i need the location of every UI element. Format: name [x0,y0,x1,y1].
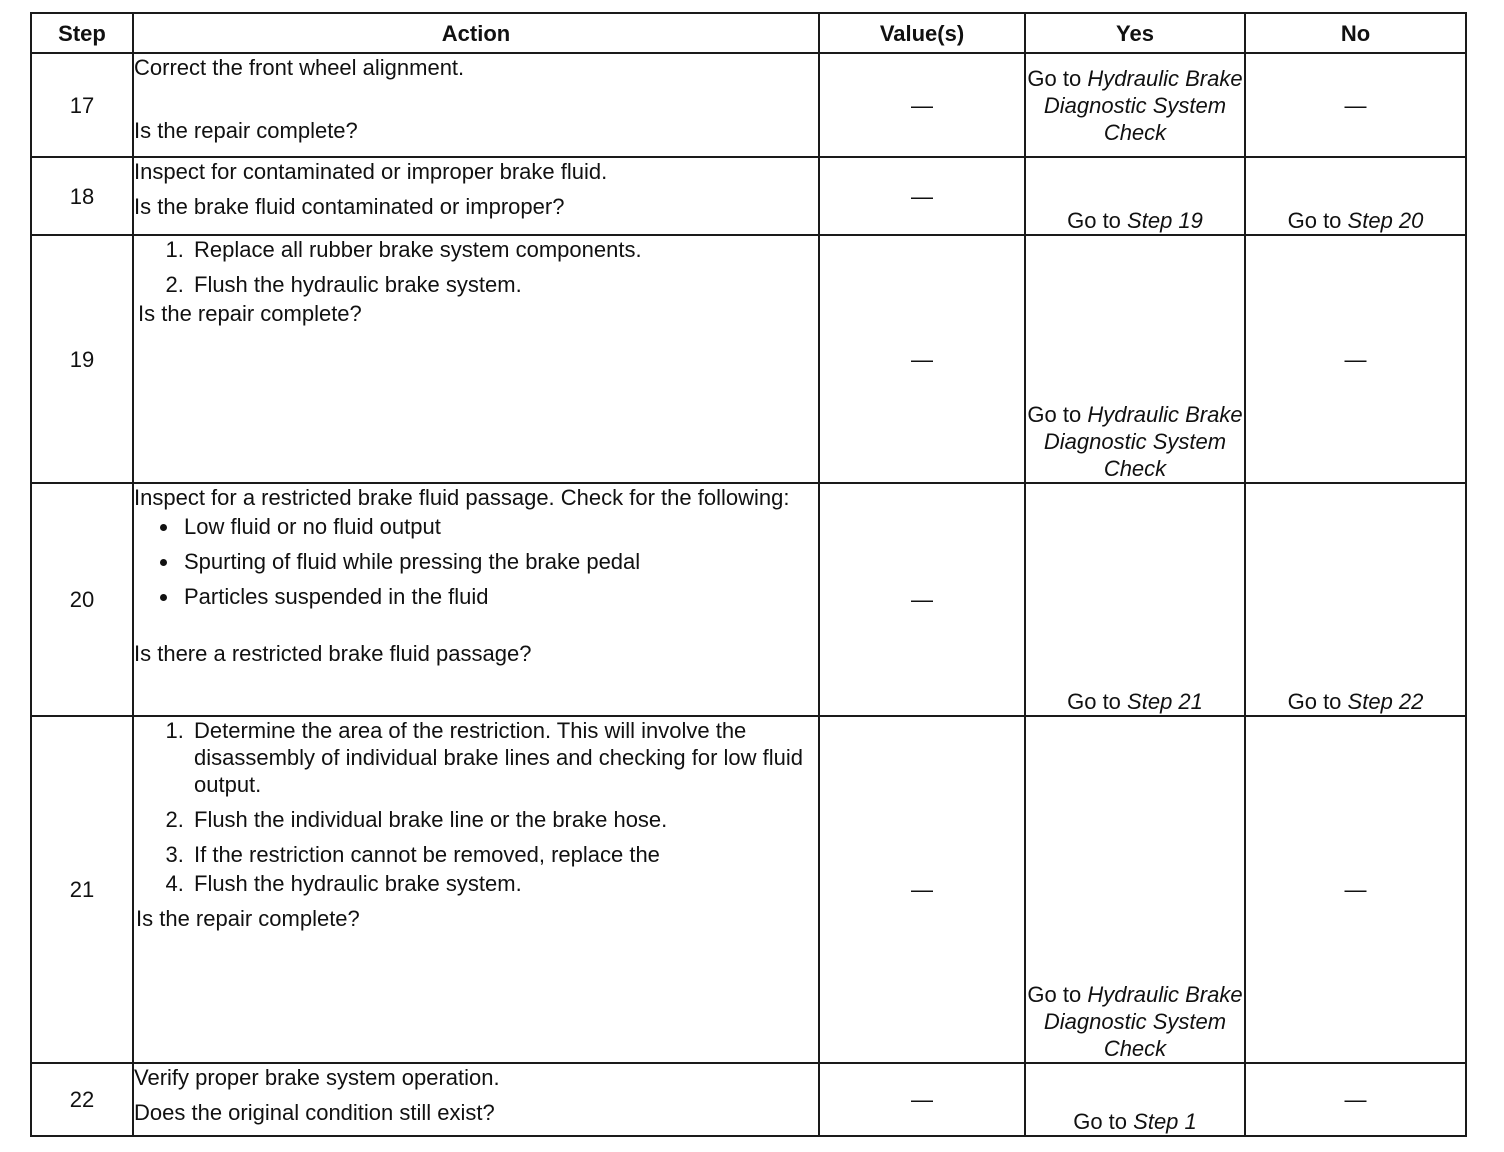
value-cell [819,53,1025,157]
no-cell [1245,1063,1466,1136]
yes-cell [1025,483,1245,716]
no-cell [1245,716,1466,1063]
list-item: 2. Flush the hydraulic brake system. [190,271,818,298]
action-question: Is the repair complete? [138,301,362,326]
yes-target-link[interactable]: Hydraulic Brake Diagnostic System Check [1043,65,1243,145]
yes-cell [1025,157,1245,235]
action-text: Correct the front wheel alignment. [134,55,465,80]
action-intro: Inspect for a restricted brake fluid passage. Check for the following: [134,485,790,510]
list-item: 4. Flush the hydraulic brake system. [190,870,818,897]
action-question: Is the repair complete? [134,118,358,143]
value-cell [819,716,1025,1063]
yes-target-link[interactable]: Hydraulic Brake Diagnostic System Check [1043,982,1243,1061]
go-to-label: Go to [1027,402,1082,427]
value-cell [819,1063,1025,1136]
header-no: No [1245,13,1466,53]
header-yes: Yes [1025,13,1245,53]
step-number: 20 [31,483,133,716]
go-to-label: Go to [1287,689,1342,714]
header-row [31,13,1466,53]
action-text: Inspect for contaminated or improper brake fluid. [134,159,608,184]
yes-cell [1025,53,1245,157]
numbered-list [134,717,818,897]
go-to-label: Go to [1073,1109,1128,1134]
dash-value: — [911,587,933,612]
action-cell [133,483,819,716]
value-cell [819,235,1025,483]
header-step: Step [31,13,133,53]
go-to-label: Go to [1287,208,1342,233]
action-question: Is there a restricted brake fluid passage? [134,641,532,666]
list-item: • Spurting of fluid while pressing the brake pedal [180,548,818,575]
list-item: 1. Determine the area of the restriction. This will involve the disassembly of individual brake lines and checking for low fluid output. [190,717,818,798]
no-cell [1245,235,1466,483]
step-number: 18 [31,157,133,235]
no-cell [1245,483,1466,716]
dash-value: — [911,346,933,372]
dash-value: — [1344,1087,1367,1112]
no-target-link[interactable]: Step 22 [1347,689,1424,714]
action-cell [133,1063,819,1136]
header-action: Action [133,13,819,53]
go-to-label: Go to [1067,208,1121,233]
dash-value: — [1344,877,1367,902]
go-to-label: Go to [1067,689,1121,714]
table-row-step-19 [31,235,1466,483]
no-cell [1245,53,1466,157]
yes-cell [1025,716,1245,1063]
step-number: 19 [31,235,133,483]
no-target-link[interactable]: Step 20 [1347,208,1424,233]
dash-value: — [1344,92,1367,118]
yes-cell [1025,1063,1245,1136]
no-cell [1245,157,1466,235]
list-item: • Low fluid or no fluid output [180,513,818,540]
action-cell [133,235,819,483]
dash-value: — [911,183,933,209]
yes-target-link[interactable]: Hydraulic Brake Diagnostic System Check [1043,402,1243,481]
table-row-step-22 [31,1063,1466,1136]
table-row-step-21 [31,716,1466,1063]
yes-target-link[interactable]: Step 1 [1133,1109,1197,1134]
table-row-step-17 [31,53,1466,157]
step-number: 17 [31,53,133,157]
action-question: Does the original condition still exist? [134,1100,495,1125]
step-number: 21 [31,716,133,1063]
action-question: Is the brake fluid contaminated or improper? [134,194,565,219]
dash-value: — [911,92,933,118]
dash-value: — [911,877,933,902]
list-item: 2. Flush the individual brake line or the brake hose. [190,806,818,833]
list-item: • Particles suspended in the fluid [180,583,818,610]
bullet-list [134,513,818,610]
list-item: 1. Replace all rubber brake system components. [190,236,818,263]
yes-target-link[interactable]: Step 21 [1127,689,1203,714]
dash-value: — [911,1087,933,1112]
table-row-step-18 [31,157,1466,235]
numbered-list [134,236,818,298]
go-to-label: Go to [1027,982,1082,1007]
header-values: Value(s) [819,13,1025,53]
action-cell [133,53,819,157]
action-text: Verify proper brake system operation. [134,1065,500,1090]
diagnostic-table [30,12,1467,1137]
value-cell [819,157,1025,235]
yes-cell [1025,235,1245,483]
list-item: 3. If the restriction cannot be removed, replace the [190,841,818,868]
table-row-step-20 [31,483,1466,716]
go-to-label: Go to [1027,65,1082,91]
dash-value: — [1344,346,1367,372]
value-cell [819,483,1025,716]
yes-target-link[interactable]: Step 19 [1127,208,1203,233]
action-cell [133,716,819,1063]
step-number: 22 [31,1063,133,1136]
action-question: Is the repair complete? [136,906,360,931]
action-cell [133,157,819,235]
